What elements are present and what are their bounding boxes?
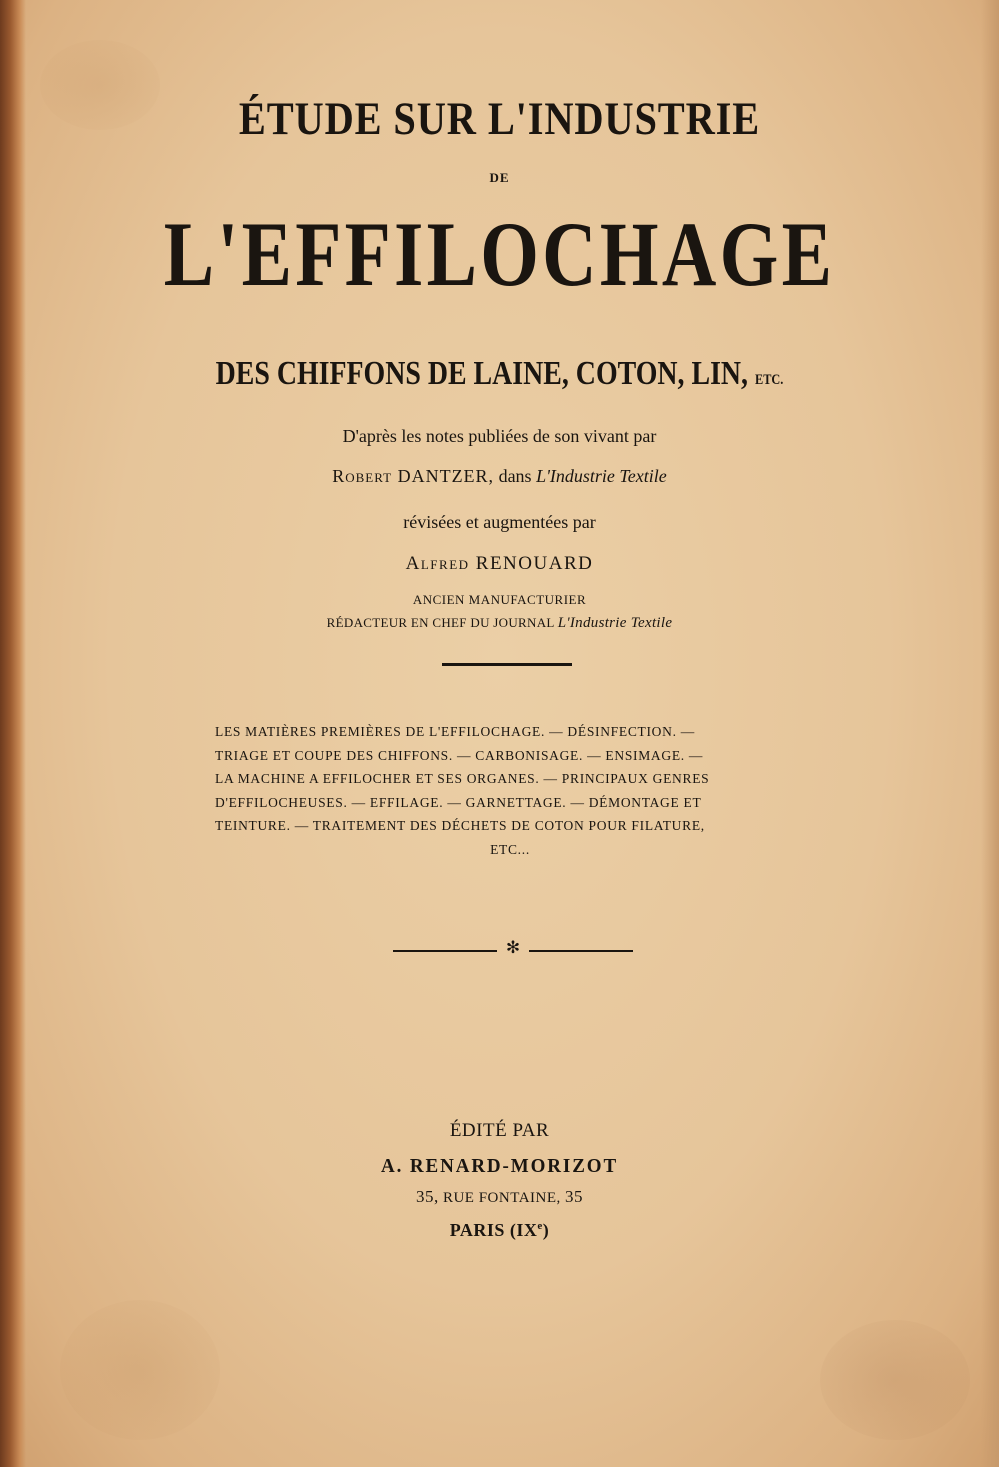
author2-role2-line [0,615,999,632]
cover-edge [981,0,999,1467]
author2-name: Alfred RENOUARD [405,553,594,574]
contents-line: TEINTURE. — TRAITEMENT DES DÉCHETS DE COTON POUR FILATURE, [215,818,705,833]
subtitle-etc: ETC. [755,372,784,388]
edite-par: ÉDITÉ PAR [449,1120,550,1141]
contents-line: LA MACHINE A EFFILOCHER ET SES ORGANES. — PRINCIPAUX GENRES [215,771,710,786]
title-line-1: ÉTUDE SUR L'INDUSTRIE [238,93,761,145]
subtitle-main: DES CHIFFONS DE LAINE, COTON, LIN, [215,355,749,392]
publisher-name: A. RENARD-MORIZOT [380,1155,619,1177]
address-number-1: 35, [415,1187,439,1206]
author1-dans: dans [498,466,532,486]
publisher-address [0,1187,999,1207]
author2-role1: ANCIEN MANUFACTURIER [412,592,587,607]
city-sup: e [537,1220,543,1232]
book-spine [0,0,26,1467]
ornament-line-right [529,950,633,952]
contents-line: LES MATIÈRES PREMIÈRES DE L'EFFILOCHAGE. — DÉSINFECTION. — [215,724,695,739]
city-close: ) [542,1220,550,1240]
dapres-line: D'après les notes publiées de son vivant par [342,426,657,446]
subtitle [90,355,909,393]
paper-stain [820,1320,970,1440]
ornament-star-icon: ✻ [505,938,521,957]
journal-title: L'Industrie Textile [536,466,667,486]
publisher-city [0,1220,999,1241]
contents-list [215,720,805,861]
revisees-line: révisées et augmentées par [403,512,596,532]
contents-line: TRIAGE ET COUPE DES CHIFFONS. — CARBONISAGE. — ENSIMAGE. — [215,747,704,763]
address-number-2: 35 [565,1187,584,1206]
paper-stain [60,1300,220,1440]
author1-line [0,466,999,487]
title-de: DE [489,170,510,185]
author1-name: Robert DANTZER, [332,466,495,486]
author2-role2: RÉDACTEUR EN CHEF DU JOURNAL [326,615,555,630]
journal-title-2: L'Industrie Textile [557,615,673,631]
divider-rule [442,663,572,666]
ornament-line-left [393,950,497,952]
ornament-divider [393,938,633,958]
address-street: RUE FONTAINE, [442,1190,561,1206]
main-title: L'EFFILOCHAGE [163,203,836,305]
contents-line: ETC... [490,841,530,857]
contents-line: D'EFFILOCHEUSES. — EFFILAGE. — GARNETTAGE. — DÉMONTAGE ET [215,794,702,810]
city-name: PARIS (IX [449,1220,538,1240]
